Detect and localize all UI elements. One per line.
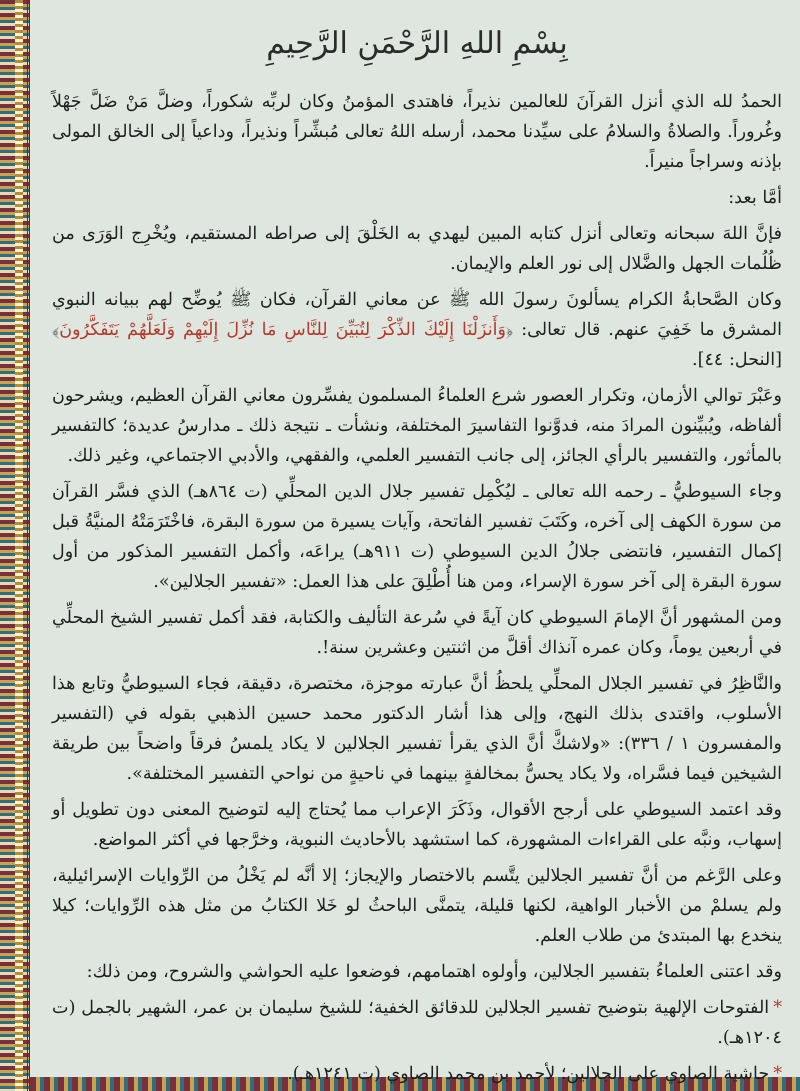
page-content — [52, 14, 783, 1084]
list-item-sawi — [52, 1059, 782, 1089]
bullet-star: * — [773, 998, 782, 1018]
list-item-futuhat — [52, 993, 782, 1053]
list-item-sawi-text: حاشية الصاوي على الجلالين؛ لأحمد بن محمد الصاوي (ت ١٢٤١هـ). — [287, 1064, 770, 1084]
paragraph-amma-baad: أمَّا بعد: — [728, 188, 782, 208]
paragraph-hamd: الحمدُ لله الذي أنزل القرآنَ للعالمين نذيراً، فاهتدى المؤمنُ وكان لربِّه شكوراً، وضلَّ مَنْ ضَلَّ جَهْلاً وغُروراً. والصلاةُ والسلامُ على سيِّدنا محمد، أرسله اللهُ تعالى مُبشِّراً ونذيراً، وداعياً إلى الخالق المولى بإذنه وسراجاً منيراً. — [52, 92, 782, 172]
verse-reference: ﴾ [النحل: ٤٤]. — [52, 320, 782, 370]
paragraph-method: وقد اعتمد السيوطي على أرجح الأقوال، وذَكَرَ الإعراب مما يُحتاج إليه لتوضيح المعنى دون تطويل أو إسهاب، ونبَّه على القراءات المشهورة، كما استشهد بالأحاديث النبوية، وخرَّجها في أكثر المواضع. — [52, 800, 782, 850]
decorative-border-left — [0, 0, 30, 1091]
paragraph-intro: فإنَّ اللهَ سبحانه وتعالى أنزل كتابه المبين ليهدي به الخَلْقَ إلى صراطه المستقيم، ويُخْرِج الوَرَى من ظُلُمات الجهل والضَّلال إلى نور العلم والإيمان. — [52, 224, 782, 274]
list-item-futuhat-text: الفتوحات الإلهية بتوضيح تفسير الجلالين للدقائق الخفية؛ للشيخ سليمان بن عمر، الشهير بالجمل (ت ١٢٠٤هـ). — [52, 998, 782, 1048]
paragraph-israiliyyat: وعلى الرَّغم من أنَّ تفسير الجلالين يتَّسم بالاختصار والإيجاز؛ إلا أنَّه لم يَخْلُ من الرِّوايات الإسرائيلية، ولم يسلمْ من الأخبار الواهية، لكنها قليلة، يتمنَّى الباحثُ لو خَلا الكتابُ من مثل هذه الرِّوايات؛ كيلا ينخدع بها المبتدئ من طلاب العلم. — [52, 866, 782, 946]
paragraph-style: والنَّاظِرُ في تفسير الجلال المحلِّي يلحظُ أنَّ عبارته موجزة، مختصرة، دقيقة، فجاء السيوطيُّ وتابع هذا الأسلوب، واقتدى بذلك النهج، وإلى هذا أشار الدكتور محمد حسين الذهبي بقوله في (التفسير والمفسرون ١ / ٣٣٦): «ولاشكَّ أنَّ الذي يقرأ تفسير الجلالين لا يكاد يلمسُ فرقاً واضحاً بين طريقة الشيخين فيما فسَّراه، ولا يكاد يحسُّ بمخالفةٍ بينهما في ناحيةٍ من نواحي التفسير المختلفة». — [52, 674, 782, 784]
paragraph-suyuti: وجاء السيوطيُّ ـ رحمه الله تعالى ـ ليُكْمِل تفسير جلال الدين المحلِّي (ت ٨٦٤هـ) الذي فسَّر القرآن من سورة الكهف إلى آخره، وكَتَبَ تفسير الفاتحة، وآيات يسيرة من سورة البقرة، فاخْتَرَمَتْهُ المنيَّةُ قبل إكمال التفسير، فانتضى جلالُ الدين السيوطي (ت ٩١١هـ) يراعَه، وأكمل التفسير المذكور من أول سورة البقرة إلى آخر سورة الإسراء، ومن هنا أُطْلِقَ على هذا العمل: «تفسير الجلالين». — [52, 482, 783, 592]
paragraph-speed: ومن المشهور أنَّ الإمامَ السيوطي كان آيةً في سُرعة التأليف والكتابة، فقد أكمل تفسير الشيخ المحلِّي في أربعين يوماً، وكان عمره آنذاك أقلَّ من اثنتين وعشرين سنة!. — [52, 608, 782, 658]
paragraph-commentaries: وقد اعتنى العلماءُ بتفسير الجلالين، وأولوه اهتمامهم، فوضعوا عليه الحواشي والشروح، ومن ذلك: — [86, 962, 782, 982]
quran-verse: وَأَنزَلْنَا إِلَيْكَ الذِّكْرَ لِتُبَيِّنَ لِلنَّاسِ مَا نُزِّلَ إِلَيْهِمْ وَلَعَلَّهُمْ يَتَفَكَّرُونَ — [59, 320, 507, 340]
bullet-star: * — [773, 1064, 782, 1084]
paragraph-sahaba — [52, 285, 782, 375]
paragraph-sahaba-text: وكان الصَّحابةُ الكرام يسألونَ رسولَ الله ﷺ عن معاني القرآن، فكان ﷺ يُوضِّح لهم ببيانه النبوي المشرق ما خَفِيَ عنهم. قال تعالى: ﴿ — [52, 290, 782, 340]
paragraph-tafsir-schools: وعَبْرَ توالي الأزمان، وتكرار العصور شرع العلماءُ المسلمون يفسِّرون معاني القرآن العظيم، ويشرحون ألفاظه، ويُبيِّنون المرادَ منه، فدوَّنوا التفاسيرَ المختلفة، ونشأت ـ نتيجة ذلك ـ مدارسُ عديدة؛ كالتفسير بالمأثور، والتفسير بالرأي الجائز، إلى جانب التفسير العلمي، والفقهي، والأدبي الاجتماعي، وغير ذلك. — [52, 386, 782, 466]
basmala-heading: بِسْمِ اللهِ الرَّحْمَنِ الرَّحِيمِ — [266, 26, 568, 61]
